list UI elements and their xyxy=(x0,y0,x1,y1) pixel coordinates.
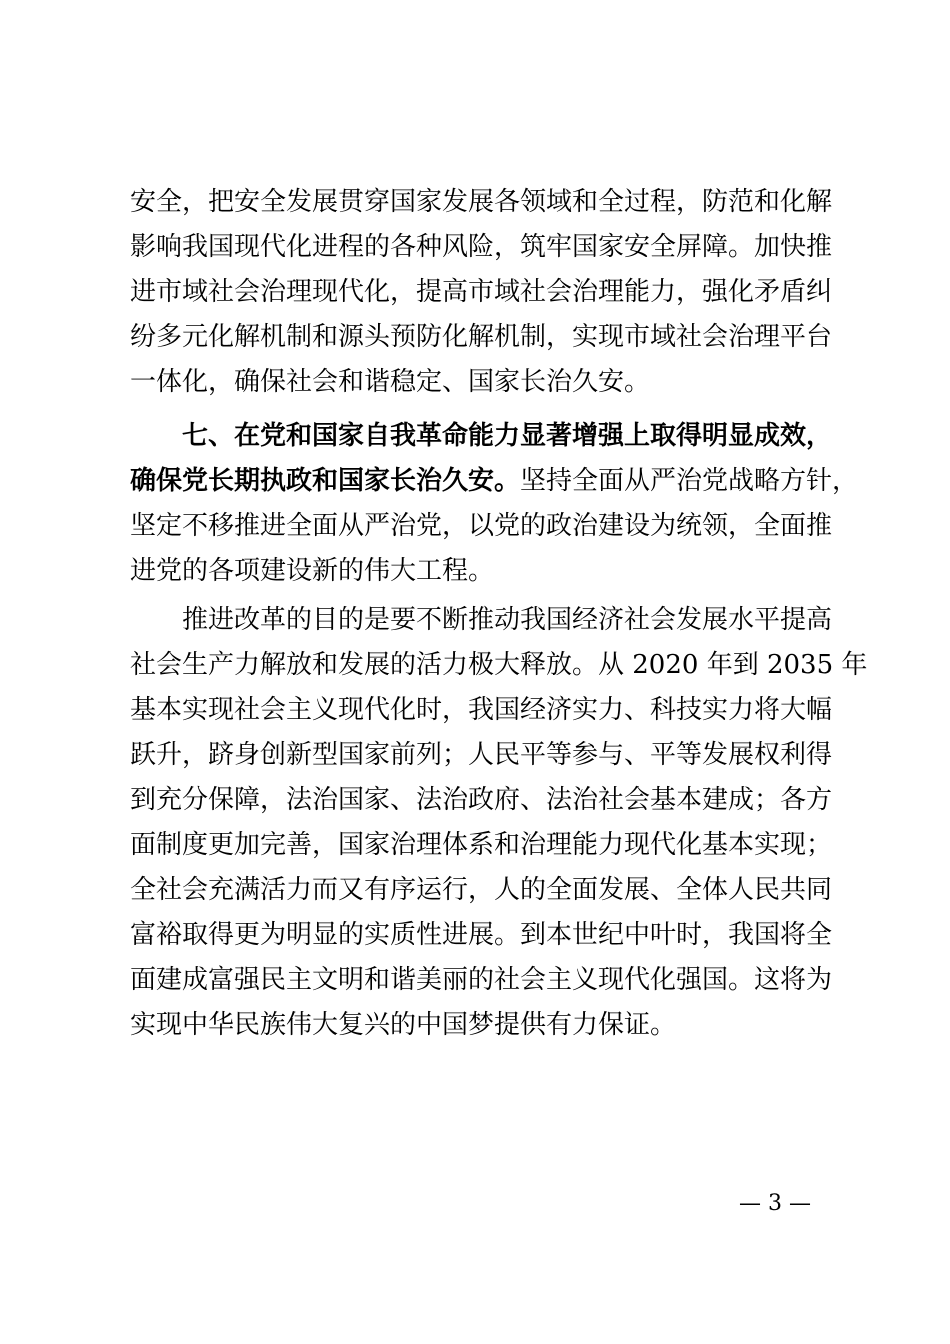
body-text-line: 进市域社会治理现代化，提高市域社会治理能力，强化矛盾纠 xyxy=(130,277,833,307)
body-text-line: 一体化，确保社会和谐稳定、国家长治久安。 xyxy=(130,367,651,397)
page-number: — 3 — xyxy=(739,1191,811,1216)
body-text-line: 全社会充满活力而又有序运行，人的全面发展、全体人民共同 xyxy=(130,875,833,905)
body-text-line: 富裕取得更为明显的实质性进展。到本世纪中叶时，我国将全 xyxy=(130,920,833,950)
section-heading-bold-text: 确保党长期执政和国家长治久安。 xyxy=(130,466,521,496)
body-text-line: 进党的各项建设新的伟大工程。 xyxy=(130,556,495,586)
body-text-line: 基本实现社会主义现代化时，我国经济实力、科技实力将大幅 xyxy=(130,695,833,725)
body-text-line: 坚定不移推进全面从严治党，以党的政治建设为统领，全面推 xyxy=(130,511,833,541)
body-text-line: 实现中华民族伟大复兴的中国梦提供有力保证。 xyxy=(130,1010,677,1040)
section-body-text: 坚持全面从严治党战略方针， xyxy=(520,466,859,496)
body-text-line: 到充分保障，法治国家、法治政府、法治社会基本建成；各方 xyxy=(130,785,833,815)
body-text-line: 安全，把安全发展贯穿国家发展各领域和全过程，防范和化解 xyxy=(130,187,833,217)
body-text-line: 面建成富强民主文明和谐美丽的社会主义现代化强国。这将为 xyxy=(130,965,833,995)
body-text-line: 跃升，跻身创新型国家前列；人民平等参与、平等发展权利得 xyxy=(130,740,833,770)
body-text-line: 社会生产力解放和发展的活力极大释放。从 2020 年到 2035 年 xyxy=(130,650,868,680)
body-text-line: 推进改革的目的是要不断推动我国经济社会发展水平提高 xyxy=(182,605,833,635)
body-text-line: 纷多元化解机制和源头预防化解机制，实现市域社会治理平台 xyxy=(130,322,833,352)
body-text-line: 影响我国现代化进程的各种风险，筑牢国家安全屏障。加快推 xyxy=(130,232,833,262)
section-heading-continuation xyxy=(130,459,859,503)
section-heading: 七、在党和国家自我革命能力显著增强上取得明显成效， xyxy=(182,421,833,451)
body-text-line: 面制度更加完善，国家治理体系和治理能力现代化基本实现； xyxy=(130,830,833,860)
